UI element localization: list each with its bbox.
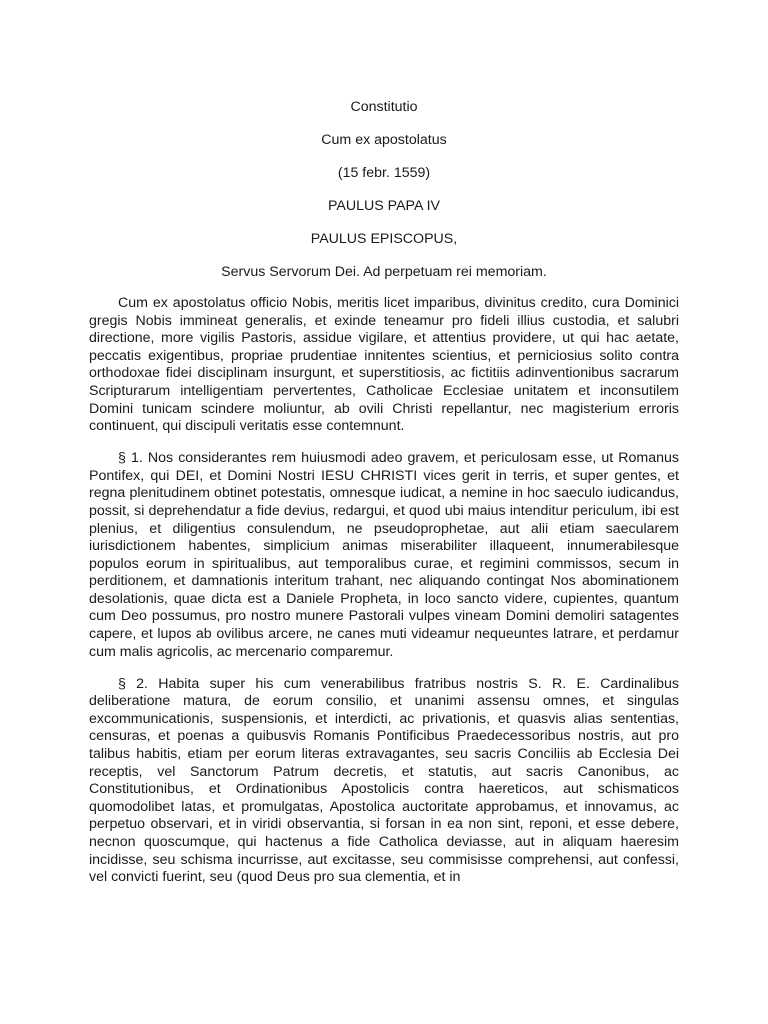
paragraph-section-1: § 1. Nos considerantes rem huiusmodi adeo gravem, et periculosam esse, ut Romanus Pontifex, qui DEI, et Domini Nostri IESU CHRISTI vices gerit in terris, et super gentes, et regna plenitudinem obtinet potestatis, omnesque iudicat, a nemine in hoc saeculo iudicandus, possit, si deprehendatur a fide devius, redargui, et quod ubi maius intenditur periculum, ibi est plenius, et diligentius consulendum, ne pseudoprophetae, aut alii etiam saecularem iurisdictionem habentes, simplicium animas miserabiliter illaqueent, innumerabilesque populos eorum in spiritualibus, aut temporalibus curae, et regimini commissos, secum in perditionem, et damnationis interitum trahant, nec aliquando contingat Nos abominationem desolationis, quae dicta est a Daniele Propheta, in loco sancto videre, cupientes, quantum cum Deo possumus, pro nostro munere Pastorali vulpes vineam Domini demoliri satagentes capere, et lupos ab ovilibus arcere, ne canes muti videamur nequeuntes latrare, et perdamur cum malis agricolis, ac mercenario comparemur. (89, 450, 679, 660)
paragraph-preamble: Cum ex apostolatus officio Nobis, meritis licet imparibus, divinitus credito, cura Dominici gregis Nobis immineat generalis, et exinde teneamur pro fideli illius custodia, et salubri directione, more vigilis Pastoris, assidue vigilare, et attentius providere, ut qui hac aetate, peccatis exigentibus, propriae prudentiae innitentes scientius, et perniciosius solito contra orthodoxae fidei disciplinam insurgunt, et superstitiosis, ac fictitiis adinventionibus sacrarum Scripturarum intelligentiam pervertentes, Catholicae Ecclesiae unitatem et inconsutilem Domini tunicam scindere moliuntur, ab ovili Christi repellantur, nec magisterium erroris continuent, qui discipuli veritatis esse contemnunt. (89, 295, 679, 435)
document-title: Constitutio (350, 99, 418, 115)
document-subtitle: Cum ex apostolatus (321, 132, 447, 148)
pope-title: PAULUS EPISCOPUS, (310, 231, 458, 247)
pope-name: PAULUS PAPA IV (328, 198, 440, 214)
document-date: (15 febr. 1559) (337, 165, 431, 181)
document-page (89, 98, 679, 901)
salutation: Servus Servorum Dei. Ad perpetuam rei memoriam. (221, 264, 547, 280)
paragraph-section-2: § 2. Habita super his cum venerabilibus fratribus nostris S. R. E. Cardinalibus deliberatione matura, de eorum consilio, et unanimi assensu omnes, et singulas excommunicationis, suspensionis, et interdicti, ac privationis, et quasvis alias sententias, censuras, et poenas a quibusvis Romanis Pontificibus Praedecessoribus nostris, aut pro talibus habitis, etiam per eorum literas extravagantes, seu sacris Conciliis ab Ecclesia Dei receptis, vel Sanctorum Patrum decretis, et statutis, aut sacris Canonibus, ac Constitutionibus, et Ordinationibus Apostolicis contra haereticos, aut schismaticos quomodolibet latas, et promulgatas, Apostolica auctoritate approbamus, et innovamus, ac perpetuo observari, et in viridi observantia, si forsan in ea non sint, reponi, et esse debere, necnon quoscumque, qui hactenus a fide Catholica deviasse, aut in aliquam haeresim incidisse, seu schisma incurrisse, aut excitasse, seu commisisse comprehensi, aut confessi, vel convicti fuerint, seu (quod Deus pro sua clementia, et in (89, 675, 679, 886)
